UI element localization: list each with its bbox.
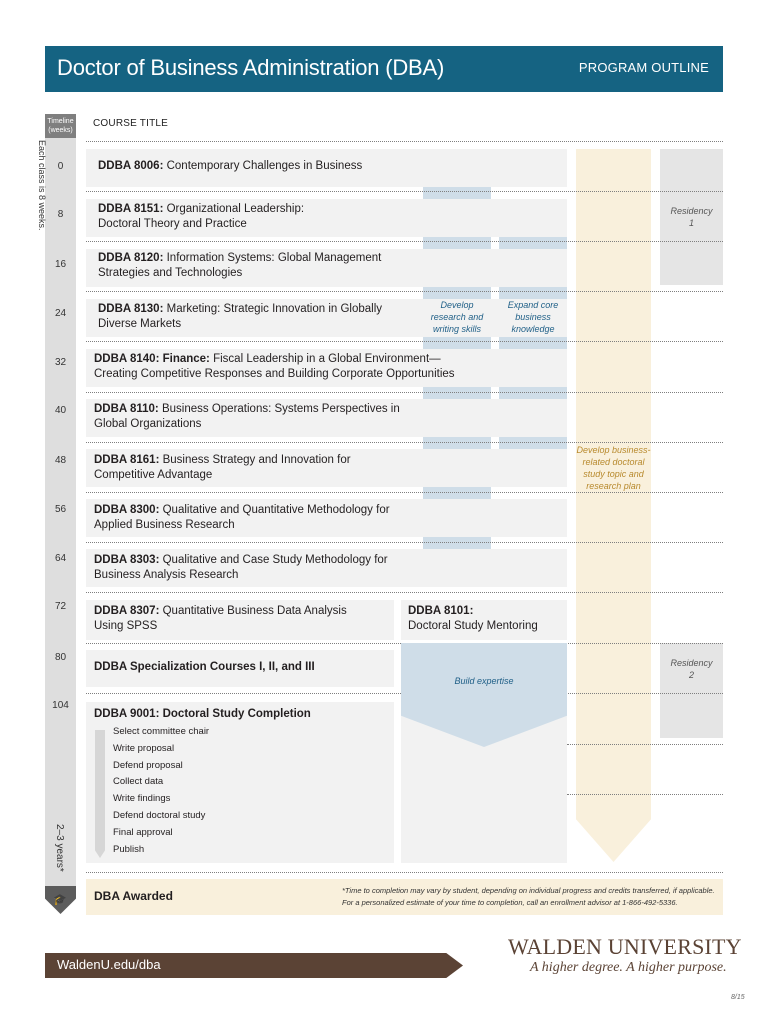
week-label: 72: [54, 601, 67, 612]
course-8130: DDBA 8130: Marketing: Strategic Innovation in Globally Diverse Markets: [98, 303, 383, 330]
divider: [86, 241, 723, 242]
divider: [86, 291, 723, 292]
study-topic-label: Develop business- related doctoral study topic and research plan: [576, 445, 651, 491]
divider: [86, 442, 723, 443]
build-expertise-label: Build expertise: [454, 676, 514, 686]
completion-step: Defend doctoral study: [113, 810, 206, 821]
research-skills-label: Develop research and writing skills: [430, 300, 484, 334]
divider: [86, 392, 723, 393]
completion-steps-bar: [95, 730, 105, 858]
course-8101: DDBA 8101: Doctoral Study Mentoring: [408, 605, 538, 632]
completion-step: Final approval: [113, 827, 173, 838]
week-label: 8: [57, 209, 64, 220]
week-label: 104: [52, 700, 69, 711]
completion-step: Select committee chair: [113, 726, 210, 737]
completion-step: Write proposal: [113, 743, 175, 754]
program-outline-label: PROGRAM OUTLINE: [578, 60, 709, 75]
course-9001: DDBA 9001: Doctoral Study Completion: [94, 708, 311, 720]
week-label: 40: [54, 405, 67, 416]
specialization-courses: DDBA Specialization Courses I, II, and III: [94, 661, 315, 673]
divider: [86, 141, 723, 142]
course-8140: DDBA 8140: Finance: Fiscal Leadership in a Global Environment— Creating Competitive Responses and Building Corporate Opportunities: [94, 353, 455, 380]
week-label: 24: [54, 308, 67, 319]
divider: [86, 492, 723, 493]
dba-awarded: DBA Awarded: [94, 889, 173, 903]
course-8307: DDBA 8307: Quantitative Business Data Analysis Using SPSS: [94, 605, 347, 632]
divider: [86, 872, 723, 873]
week-label: 64: [54, 553, 67, 564]
graduation-cap-icon: 🎓: [53, 894, 67, 906]
divider: [86, 542, 723, 543]
class-length-note: Each class is 8 weeks.: [37, 140, 47, 231]
timeline-head: Timeline (weeks): [45, 114, 76, 138]
course-8303: DDBA 8303: Qualitative and Case Study Methodology for Business Analysis Research: [94, 554, 388, 581]
course-8006: DDBA 8006: Contemporary Challenges in Business: [98, 160, 363, 172]
program-header: [45, 46, 723, 92]
tagline: A higher degree. A higher purpose.: [530, 960, 727, 975]
course-title-header: COURSE TITLE: [93, 118, 169, 129]
page-number: 8/15: [731, 994, 745, 1001]
week-label: 80: [54, 652, 67, 663]
course-8110: DDBA 8110: Business Operations: Systems Perspectives in Global Organizations: [94, 403, 400, 430]
completion-step: Write findings: [113, 793, 171, 804]
walden-logo: WALDEN UNIVERSITY: [508, 934, 742, 959]
week-label: 56: [54, 504, 67, 515]
core-knowledge-label: Expand core business knowledge: [507, 300, 559, 334]
divider: [86, 191, 723, 192]
divider: [86, 592, 723, 593]
residency-2-label: Residency 2: [670, 658, 713, 680]
week-label: 48: [54, 455, 67, 466]
course-8120: DDBA 8120: Information Systems: Global Management Strategies and Technologies: [98, 252, 382, 279]
week-label: 32: [54, 357, 67, 368]
years-label: 2–3 years*: [54, 824, 65, 872]
divider: [567, 744, 723, 745]
completion-step: Publish: [113, 844, 145, 855]
footer-url[interactable]: WaldenU.edu/dba: [57, 957, 161, 972]
residency-1-label: Residency 1: [670, 206, 713, 228]
divider: [567, 794, 723, 795]
week-label: 16: [54, 259, 67, 270]
study-topic-arrow: [576, 149, 651, 862]
completion-step: Defend proposal: [113, 760, 183, 771]
completion-step: Collect data: [113, 776, 164, 787]
page-title: Doctor of Business Administration (DBA): [57, 55, 445, 80]
course-8151: DDBA 8151: Organizational Leadership: Doctoral Theory and Practice: [98, 203, 305, 230]
course-8300: DDBA 8300: Qualitative and Quantitative Methodology for Applied Business Research: [94, 504, 390, 531]
course-8161: DDBA 8161: Business Strategy and Innovation for Competitive Advantage: [94, 454, 351, 481]
completion-time-note: *Time to completion may vary by student, depending on individual progress and credits transferred, if applicable. For a personalized estimate of your time to completion, call an enrollment advisor at 1-866-492-5336.: [342, 886, 715, 907]
divider: [86, 341, 723, 342]
week-label: 0: [57, 161, 64, 172]
